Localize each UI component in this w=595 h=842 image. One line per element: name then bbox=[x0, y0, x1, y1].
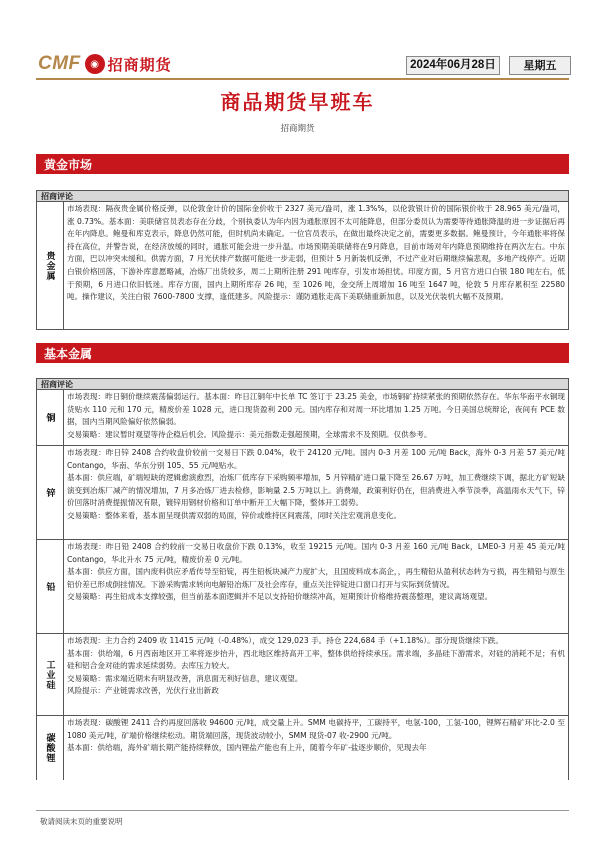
logo-chinese: 招商期货 bbox=[107, 55, 172, 74]
report-date: 2024年06月28日 bbox=[406, 56, 500, 75]
row-line: 交易策略：建议暂时观望等待企稳后机会。风险提示：美元指数走强超预期，全球需求不及预期。仅供参考。 bbox=[67, 429, 432, 439]
row-line: 基本面：供应端，矿端短缺的逻辑愈演愈烈，冶炼厂低库存下采购频率增加，5 月锌精矿进口量下降至 26.67 万吨，加工费继续下调，据北方矿短缺演变到冶炼厂减产的情况增加，7 月多冶炼厂进去检修，影响量 2.5 万吨以上。消费端，政策利好仍在，但消费进入季节淡季，高温雨水天气下，锌价回落时消费提振情况有限，镀锌用钢材价格和订单中断开工大幅下降，整体开工弱势。 bbox=[67, 473, 565, 508]
report-weekday: 星期五 bbox=[509, 56, 571, 75]
row-label: 铜 bbox=[44, 412, 55, 423]
row-label-cell bbox=[37, 202, 64, 329]
row-label-cell bbox=[37, 390, 64, 445]
row-label: 锌 bbox=[44, 487, 55, 498]
row-body bbox=[67, 635, 565, 698]
row-label: 贵金属 bbox=[44, 250, 55, 281]
page-subtitle: 招商期货 bbox=[280, 124, 315, 134]
lithium-carbonate-row bbox=[36, 716, 569, 780]
row-line: 交易策略：需求端近期未有明显改善，消息面无利好信息，建议观望。 bbox=[67, 673, 303, 683]
lead-row bbox=[36, 540, 569, 634]
row-line: 基本面：供给端，6 月西南地区开工率将逐步抬升，西北地区维持高开工率，整体供给持续承压。需求端，多晶硅下游需求，对硅的消耗不足；有机硅和铝合金对硅的需求延续弱势。去库压力较大。 bbox=[67, 648, 565, 671]
row-body bbox=[67, 203, 565, 304]
header-divider bbox=[36, 78, 569, 80]
gold-row bbox=[36, 202, 569, 330]
section-title-base-metals: 基本金属 bbox=[44, 347, 93, 361]
row-label: 工业硅 bbox=[44, 659, 55, 690]
row-line: 市场表现：碳酸锂 2411 合约再度回落收 94600 元/吨，成交量上升。SMM 电碳持平，工碳持平，电氢-100，工氢-100，锂辉石精矿环比-2.0 至 1080 美元/吨，矿端价格继续松动。期货端回落，现货波动较小，SMM 现货-07 收-2900 元/吨。 bbox=[67, 718, 565, 740]
row-label: 碳酸锂 bbox=[44, 733, 55, 763]
section-bar-base-metals bbox=[36, 343, 569, 363]
table-head-base-metals: 招商评论 bbox=[36, 378, 569, 390]
section-bar-gold bbox=[36, 154, 569, 174]
section-title-gold: 黄金市场 bbox=[44, 158, 93, 172]
row-line: 基本面：供应方面，国内废料供应矛盾传导至铅锭，再生铅板块减产力度扩大，且国废料成本高企，，再生精铅从盈利状态转为亏损，再生精铅与原生铅价差已形成倒挂情况。下游采购需求转向电解铅冶炼厂及社会库存，重点关注锌锭进口窗口打开与实际到货情况。 bbox=[67, 567, 565, 589]
zinc-row bbox=[36, 446, 569, 540]
row-line: 市场表现：昨日铅 2408 合约较前一交易日收盘价下跌 0.13%，收至 19215 元/吨。国内 0-3 月差 160 元/吨 Back，LME0-3 月差 45 美元/吨 Contango，华北升水 75 元/吨，精废价差 0 元/吨。 bbox=[67, 542, 565, 564]
logo-emblem-icon: ◉ bbox=[85, 54, 105, 74]
industrial-silicon-row bbox=[36, 634, 569, 716]
row-label-cell bbox=[37, 634, 64, 715]
row-label-cell bbox=[37, 716, 64, 780]
row-body bbox=[67, 717, 565, 755]
row-line: 基本面：供给端，海外矿端长期产能持续释放，国内锂盐产能也有上升，随着今年矿-盐逐步顺价，见现去年 bbox=[67, 743, 427, 753]
page-title: 商品期货早班车 bbox=[220, 90, 375, 114]
copper-row bbox=[36, 390, 569, 446]
row-body bbox=[67, 391, 565, 441]
company-logo bbox=[38, 52, 172, 76]
row-line: 风险提示：产业链需求改善，光伏行业出新政 bbox=[67, 686, 219, 696]
row-line: 市场表现：昨日锌 2408 合约收盘价较前一交易日下跌 0.04%，收于 24120 元/吨。国内 0-3 月差 100 元/吨 Back，海外 0-3 月差 57 美元/吨 Contango，华南、华东分别 105、55 元/吨贴水。 bbox=[67, 448, 565, 470]
row-line: 市场表现：昨日铜价继续震荡偏弱运行。基本面：昨日江铜年中长单 TC 签订于 23.25 美金，市场铜矿持续紧张的预期依然存在。华东华南平水铜现货贴水 110 元和 170 元，精废价差 1028 元，进口现货盈利 200 元。国内库存和对周一环比增加 1.25 万吨。今日美国总统辩论，夜间有 PCE 数据，国内当期风险偏好依然偏弱。 bbox=[67, 392, 565, 427]
row-body bbox=[67, 447, 565, 523]
logo-latin: CMF bbox=[38, 53, 81, 74]
row-label-cell bbox=[37, 446, 64, 539]
row-body bbox=[67, 541, 565, 604]
gold-commentary: 市场表现：隔夜贵金属价格反弹，以伦敦金计价的国际金价收于 2327 美元/盎司，涨 1.3%%，以伦敦银计价的国际银价收于 28.965 美元/盎司，涨 0.73%。基本面：美联储官员表态存在分歧，个别执委认为年内因为通胀原因不太可能降息，但部分委员认为需要等待通胀降温的进一步证据后再在年内降息。鲍曼和库克表示，降息仍然可能，但时机尚未确定。一位官员表示，在做出最终决定之前，需要更多数据。鲍曼预计，今年通胀率将保持在高位，并警告说，在经济放缓的同时，通胀可能会进一步升温。市场预期美联储将在9月降息，目前市场对年内降息预期维持在两次左右。中东方面，巴以冲突未缓和。供需方面，7 月光伏排产数据可能进一步走弱，但预计 5 月新装机反弹，不过产业对后期继续偏悲观，多地产线停产。近期白银价格回落，下游补库意愿略减，冶炼厂出货较多，周二上期所注册 291 吨库存，引发市场担忧。印度方面，5 月官方进口白银 180 吨左右，低于预期，6 月进口依旧低迷。库存方面，国内上期所库存 26 吨，至 1026 吨，金交所上周增加 16 吨至 1647 吨，伦敦 5 月库存累积至 22580 吨。操作建议，关注白银 7600-7800 支撑，逢低建多。风险提示：谨防通胀走高下美联储重新加息，以及光伏装机大幅不及预期。 bbox=[67, 204, 565, 302]
footer-divider bbox=[36, 810, 569, 811]
table-head-gold: 招商评论 bbox=[36, 190, 569, 202]
row-line: 市场表现：主力合约 2409 收 11415 元/吨（-0.48%），成交 129,023 手。持仓 224,684 手（+1.18%）。部分现货继续下跌。 bbox=[67, 636, 504, 645]
footer-disclaimer: 敬请阅读末页的重要说明 bbox=[40, 817, 123, 826]
row-line: 交易策略：整体来看，基本面呈现供需双弱的局面，锌价或维持区间震荡，同时关注宏观消息变化。 bbox=[67, 510, 402, 520]
row-label-cell bbox=[37, 540, 64, 633]
row-line: 交易策略：再生铅成本支撑较强，但当前基本面逻辑并不足以支持铅价继续冲高，短期预计价格维持震荡整理，建议离场观望。 bbox=[67, 592, 493, 602]
page-header bbox=[0, 0, 595, 80]
row-label: 铅 bbox=[44, 581, 55, 592]
